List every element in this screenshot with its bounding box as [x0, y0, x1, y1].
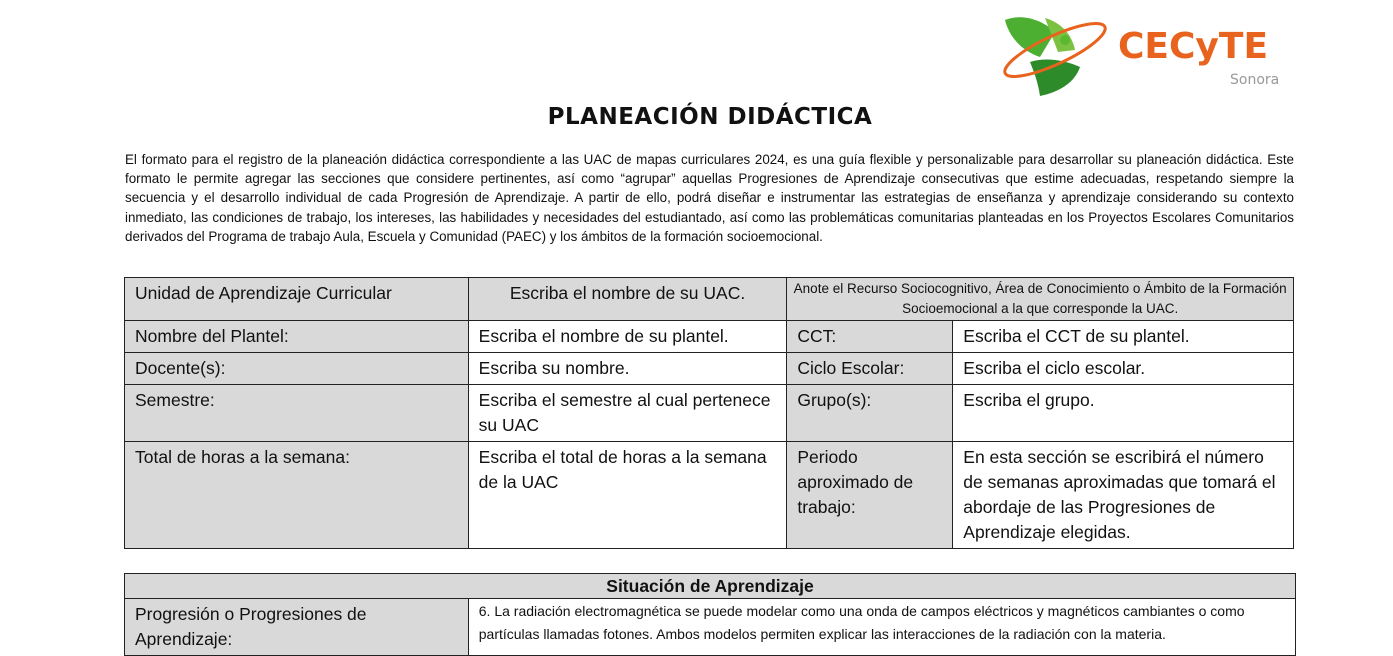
progresion-label: Progresión o Progresiones de Aprendizaje: [125, 599, 469, 656]
uac-label: Unidad de Aprendizaje Curricular [125, 278, 469, 321]
periodo-value[interactable]: En esta sección se escribirá el número de semanas aproximadas que tomará el abordaje de las Progresiones de Aprendizaje elegidas. [953, 442, 1294, 549]
plantel-label: Nombre del Plantel: [125, 321, 469, 353]
page-title: PLANEACIÓN DIDÁCTICA [547, 104, 873, 130]
uac-note[interactable]: Anote el Recurso Sociocognitivo, Área de Conocimiento o Ámbito de la Formación Socioemocional a la que corresponde la UAC. [787, 278, 1294, 321]
cct-label: CCT: [787, 321, 953, 353]
uac-value[interactable]: Escriba el nombre de su UAC. [468, 278, 787, 321]
situacion-table [124, 573, 1296, 656]
table-row [125, 442, 1294, 549]
cct-value[interactable]: Escriba el CCT de su plantel. [953, 321, 1294, 353]
general-info-table [124, 277, 1294, 549]
ciclo-label: Ciclo Escolar: [787, 353, 953, 385]
docente-value[interactable]: Escriba su nombre. [468, 353, 787, 385]
table-row [125, 353, 1294, 385]
table-row [125, 574, 1296, 599]
situacion-header: Situación de Aprendizaje [125, 574, 1296, 599]
progresion-value[interactable]: 6. La radiación electromagnética se puede modelar como una onda de campos eléctricos y magnéticos cambiantes o como partículas llamadas fotones. Ambos modelos permiten explicar las interacciones de la radiación con la materia. [468, 599, 1295, 656]
ciclo-value[interactable]: Escriba el ciclo escolar. [953, 353, 1294, 385]
grupo-value[interactable]: Escriba el grupo. [953, 385, 1294, 442]
cecyte-logo [1000, 12, 1290, 98]
plantel-value[interactable]: Escriba el nombre de su plantel. [468, 321, 787, 353]
svg-text:Sonora: Sonora [1230, 72, 1280, 88]
periodo-label: Periodo aproximado de trabajo: [787, 442, 953, 549]
table-row [125, 385, 1294, 442]
semestre-label: Semestre: [125, 385, 469, 442]
table-row [125, 599, 1296, 656]
semestre-value[interactable]: Escriba el semestre al cual pertenece su UAC [468, 385, 787, 442]
table-row [125, 278, 1294, 321]
svg-text:CECyTE: CECyTE [1118, 26, 1269, 67]
horas-label: Total de horas a la semana: [125, 442, 469, 549]
grupo-label: Grupo(s): [787, 385, 953, 442]
horas-value[interactable]: Escriba el total de horas a la semana de la UAC [468, 442, 787, 549]
docente-label: Docente(s): [125, 353, 469, 385]
table-row [125, 321, 1294, 353]
intro-paragraph: El formato para el registro de la planeación didáctica correspondiente a las UAC de mapas curriculares 2024, es una guía flexible y personalizable para desarrollar su planeación didáctica. Este formato le permite agregar las secciones que considere pertinentes, así como “agrupar” aquellas Progresiones de Aprendizaje consecutivas que estime adecuadas, respetando siempre la secuencia y el desarrollo individual de cada Progresión de Aprendizaje. A partir de ello, podrá diseñar e instrumentar las estrategias de enseñanza y aprendizaje considerando su contexto inmediato, las condiciones de trabajo, los intereses, las habilidades y necesidades del estudiantado, así como las problemáticas comunitarias planteadas en los Proyectos Escolares Comunitarios derivados del Programa de trabajo Aula, Escuela y Comunidad (PAEC) y los ámbitos de la formación socioemocional. [125, 152, 1294, 244]
